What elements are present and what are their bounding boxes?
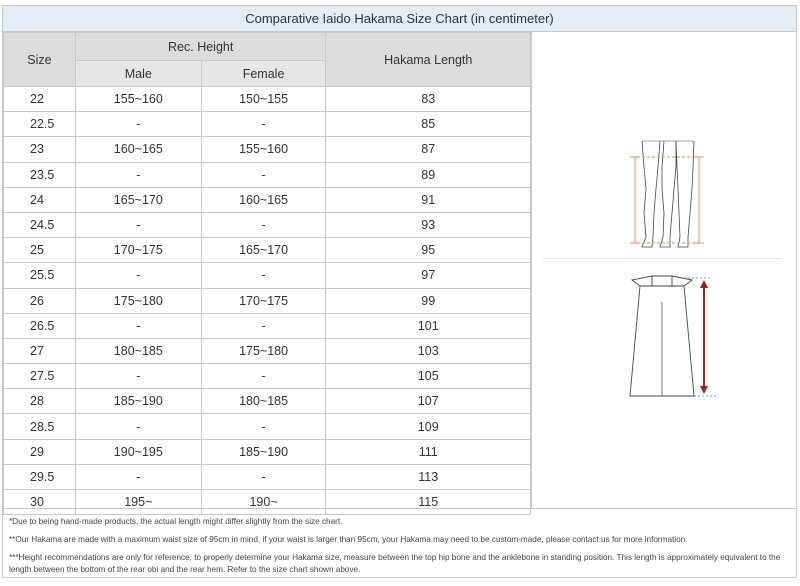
table-row bbox=[4, 112, 531, 137]
table-row bbox=[4, 439, 531, 464]
size-table bbox=[3, 32, 531, 515]
table-row bbox=[4, 288, 531, 313]
female-height-cell: 170~175 bbox=[201, 288, 326, 313]
male-height-cell: 180~185 bbox=[75, 338, 201, 363]
hakama-length-cell: 105 bbox=[326, 364, 531, 389]
male-height-cell: 175~180 bbox=[75, 288, 201, 313]
female-height-cell: 160~165 bbox=[201, 187, 326, 212]
table-row bbox=[4, 162, 531, 187]
illustration-column bbox=[531, 32, 796, 508]
male-height-cell: 195~ bbox=[75, 490, 201, 515]
header-hakama-length: Hakama Length bbox=[326, 33, 531, 87]
female-height-cell: 185~190 bbox=[201, 439, 326, 464]
table-row bbox=[4, 464, 531, 489]
hakama-length-cell: 99 bbox=[326, 288, 531, 313]
female-height-cell: - bbox=[201, 212, 326, 237]
hakama-length-cell: 95 bbox=[326, 238, 531, 263]
hakama-length-cell: 91 bbox=[326, 187, 531, 212]
size-cell: 24 bbox=[4, 187, 76, 212]
size-cell: 22 bbox=[4, 87, 76, 112]
hakama-length-cell: 97 bbox=[326, 263, 531, 288]
table-row bbox=[4, 313, 531, 338]
male-height-cell: - bbox=[75, 112, 201, 137]
female-height-cell: 155~160 bbox=[201, 137, 326, 162]
male-height-cell: - bbox=[75, 313, 201, 338]
table-row bbox=[4, 87, 531, 112]
hakama-length-cell: 83 bbox=[326, 87, 531, 112]
size-cell: 28 bbox=[4, 389, 76, 414]
male-height-cell: 165~170 bbox=[75, 187, 201, 212]
female-height-cell: 180~185 bbox=[201, 389, 326, 414]
male-height-cell: 190~195 bbox=[75, 439, 201, 464]
footnote-3: ***Height recommendations are only for reference, to properly determine your Hakama size, measure between the top hip bone and the anklebone in standing position. This length is approximately equivalent to the length between the bottom of the rear obi and the rear hem. Refer to the size chart shown above. bbox=[9, 553, 781, 574]
table-row bbox=[4, 212, 531, 237]
size-cell: 29 bbox=[4, 439, 76, 464]
footnote-2: **Our Hakama are made with a maximum waist size of 95cm in mind, if your waist is larger than 95cm, your Hakama may need to be custom-made, please contact us for more information. bbox=[9, 535, 688, 544]
male-height-cell: 155~160 bbox=[75, 87, 201, 112]
footnotes bbox=[3, 508, 796, 578]
hakama-length-cell: 89 bbox=[326, 162, 531, 187]
size-chart bbox=[2, 5, 797, 578]
male-height-cell: 185~190 bbox=[75, 389, 201, 414]
female-height-cell: - bbox=[201, 112, 326, 137]
female-height-cell: - bbox=[201, 364, 326, 389]
hakama-length-cell: 93 bbox=[326, 212, 531, 237]
size-cell: 23.5 bbox=[4, 162, 76, 187]
female-height-cell: 165~170 bbox=[201, 238, 326, 263]
size-cell: 22.5 bbox=[4, 112, 76, 137]
male-height-cell: - bbox=[75, 464, 201, 489]
hakama-length-cell: 87 bbox=[326, 137, 531, 162]
female-height-cell: - bbox=[201, 263, 326, 288]
table-row bbox=[4, 389, 531, 414]
hakama-length-cell: 101 bbox=[326, 313, 531, 338]
hakama-length-cell: 107 bbox=[326, 389, 531, 414]
legs-measurement-icon bbox=[622, 137, 712, 257]
size-cell: 26 bbox=[4, 288, 76, 313]
male-height-cell: - bbox=[75, 414, 201, 439]
table-row bbox=[4, 238, 531, 263]
size-cell: 25.5 bbox=[4, 263, 76, 288]
female-height-cell: 150~155 bbox=[201, 87, 326, 112]
table-row bbox=[4, 414, 531, 439]
hakama-length-icon bbox=[622, 272, 722, 412]
male-height-cell: - bbox=[75, 162, 201, 187]
size-cell: 23 bbox=[4, 137, 76, 162]
footnote-1: *Due to being hand-made products, the actual length might differ slightly from the size chart. bbox=[9, 517, 343, 526]
hakama-length-cell: 103 bbox=[326, 338, 531, 363]
female-height-cell: - bbox=[201, 414, 326, 439]
size-cell: 25 bbox=[4, 238, 76, 263]
header-rec-height: Rec. Height bbox=[75, 33, 326, 61]
table-row bbox=[4, 187, 531, 212]
male-height-cell: - bbox=[75, 364, 201, 389]
female-height-cell: - bbox=[201, 162, 326, 187]
male-height-cell: 160~165 bbox=[75, 137, 201, 162]
male-height-cell: - bbox=[75, 212, 201, 237]
hakama-length-cell: 109 bbox=[326, 414, 531, 439]
header-size: Size bbox=[4, 33, 76, 87]
table-row bbox=[4, 364, 531, 389]
table-row bbox=[4, 137, 531, 162]
size-cell: 30 bbox=[4, 490, 76, 515]
female-height-cell: - bbox=[201, 464, 326, 489]
illustration-divider bbox=[542, 258, 782, 259]
chart-title: Comparative Iaido Hakama Size Chart (in centimeter) bbox=[3, 6, 796, 32]
female-height-cell: - bbox=[201, 313, 326, 338]
size-cell: 26.5 bbox=[4, 313, 76, 338]
size-cell: 27.5 bbox=[4, 364, 76, 389]
hakama-length-cell: 115 bbox=[326, 490, 531, 515]
male-height-cell: - bbox=[75, 263, 201, 288]
female-height-cell: 175~180 bbox=[201, 338, 326, 363]
table-row bbox=[4, 263, 531, 288]
size-cell: 28.5 bbox=[4, 414, 76, 439]
table-row bbox=[4, 338, 531, 363]
size-cell: 29.5 bbox=[4, 464, 76, 489]
hakama-length-cell: 111 bbox=[326, 439, 531, 464]
male-height-cell: 170~175 bbox=[75, 238, 201, 263]
size-cell: 27 bbox=[4, 338, 76, 363]
size-cell: 24.5 bbox=[4, 212, 76, 237]
header-female: Female bbox=[201, 61, 326, 87]
hakama-length-cell: 113 bbox=[326, 464, 531, 489]
header-male: Male bbox=[75, 61, 201, 87]
hakama-length-cell: 85 bbox=[326, 112, 531, 137]
female-height-cell: 190~ bbox=[201, 490, 326, 515]
